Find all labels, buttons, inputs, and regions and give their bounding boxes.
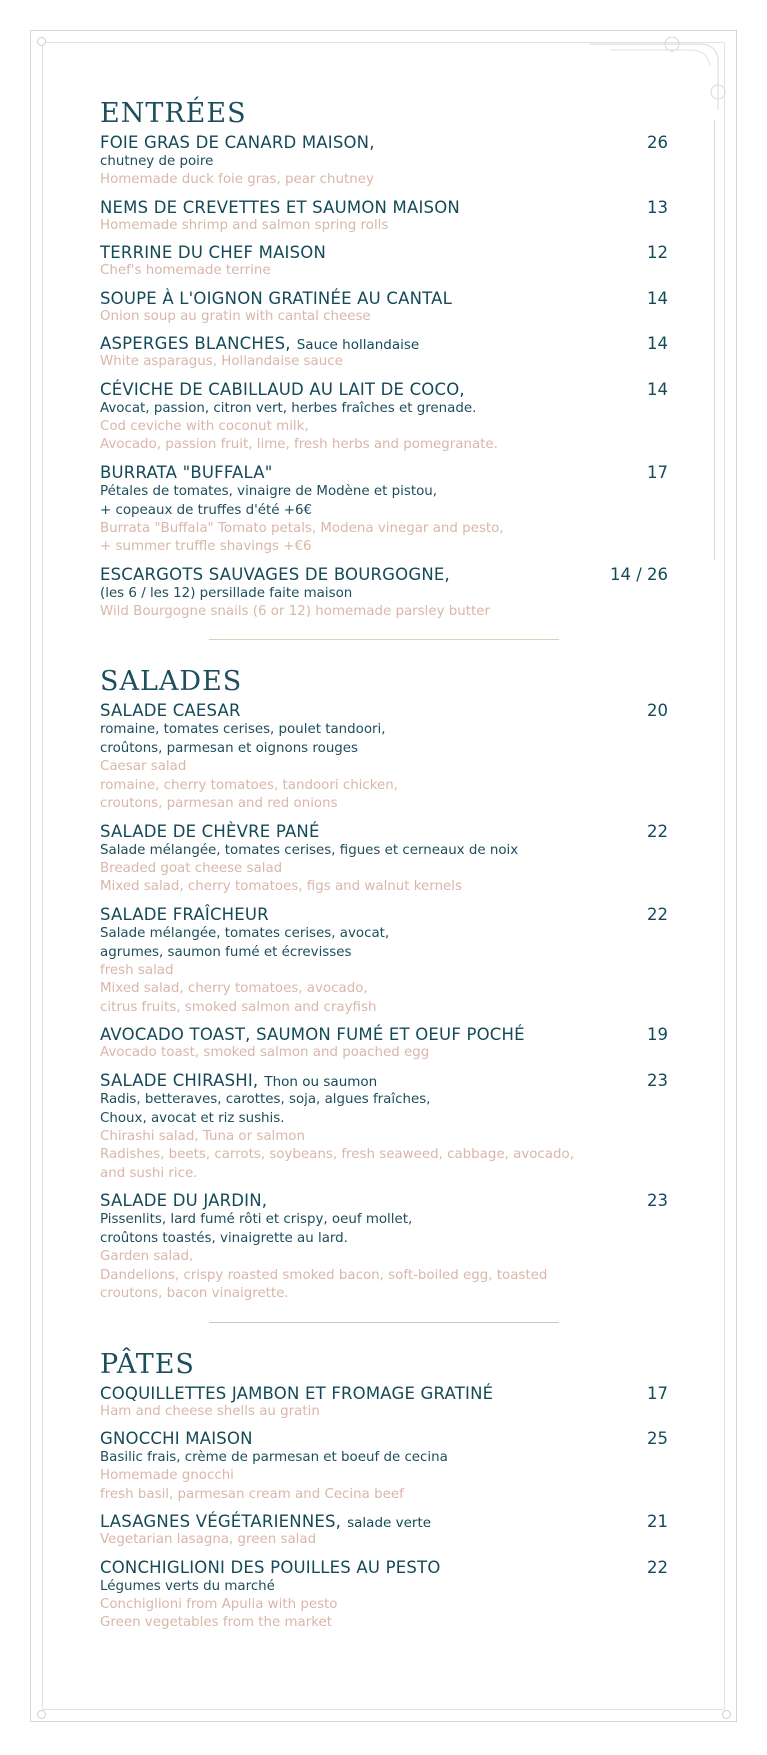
menu-item — [100, 1558, 668, 1633]
menu-item-price: 26 — [647, 133, 668, 152]
menu-item-description-fr: romaine, tomates cerises, poulet tandoori, — [100, 722, 386, 737]
menu-item — [100, 198, 668, 236]
menu-item-header — [100, 243, 668, 262]
menu-item-description-en: Mixed salad, cherry tomatoes, figs and walnut kernels — [100, 879, 462, 894]
menu-item-description-fr: Pétales de tomates, vinaigre de Modène et pistou, — [100, 483, 438, 499]
menu-item-name: SALADE CHIRASHI, — [100, 1070, 259, 1090]
menu-item-header — [100, 463, 668, 482]
menu-item-header — [100, 1025, 668, 1044]
menu-item-description-fr: Radis, betteraves, carottes, soja, algues fraîches, — [100, 1091, 431, 1107]
menu-item-price: 14 — [647, 288, 668, 308]
menu-item-header — [100, 1071, 668, 1090]
menu-item-description-en: citrus fruits, smoked salmon and crayfish — [100, 999, 377, 1015]
menu-item-price: 20 — [647, 701, 668, 720]
menu-item-name: AVOCADO TOAST, SAUMON FUMÉ ET OEUF POCHÉ — [100, 1025, 525, 1044]
menu-item-name-group — [100, 243, 326, 262]
menu-item-price: 17 — [647, 462, 668, 482]
menu-item-name-group — [100, 822, 320, 841]
menu-item-description-fr: Salade mélangée, tomates cerises, figues et cerneaux de noix — [100, 842, 519, 858]
menu-item-description-en: Onion soup au gratin with cantal cheese — [100, 308, 371, 324]
menu-item-description-en: Burrata "Buffala" Tomato petals, Modena vinegar and pesto, — [100, 520, 504, 536]
menu-item-name-group — [100, 380, 465, 399]
menu-item-description-en: Breaded goat cheese salad — [100, 860, 283, 876]
menu-item-name-group — [100, 905, 269, 924]
menu-item-description-fr: chutney de poire — [100, 154, 214, 169]
menu-item-name-group — [100, 198, 460, 217]
menu-item-description-fr: Choux, avocat et riz sushis. — [100, 1110, 285, 1126]
menu-item-description-fr: (les 6 / les 12) persillade faite maison — [100, 585, 353, 601]
menu-item-name-group — [100, 133, 375, 152]
menu-item-price: 14 / 26 — [609, 564, 668, 584]
menu-item-price: 22 — [647, 904, 668, 924]
menu-item — [100, 1429, 668, 1504]
menu-item-header — [100, 565, 668, 584]
menu-item-description-en: White asparagus, Hollandaise sauce — [100, 354, 343, 369]
menu-item — [100, 1071, 668, 1184]
menu-item-description-en: Garden salad, — [100, 1249, 194, 1264]
menu-item-description-en: Avocado, passion fruit, lime, fresh herbs and pomegranate. — [100, 437, 498, 452]
menu-item-price: 12 — [647, 243, 668, 262]
menu-item-header — [100, 289, 668, 308]
menu-item-header — [100, 1558, 668, 1577]
menu-item-header — [100, 1384, 668, 1403]
menu-item-name: SALADE DU JARDIN, — [100, 1191, 268, 1210]
menu-item-price: 21 — [647, 1512, 668, 1531]
menu-item-name-group — [100, 289, 452, 308]
menu-item-name: SALADE DE CHÈVRE PANÉ — [100, 821, 320, 841]
menu-item-name: SALADE FRAÎCHEUR — [100, 904, 269, 924]
menu-item-header — [100, 133, 668, 152]
menu-item-description-fr: Salade mélangée, tomates cerises, avocat, — [100, 925, 390, 941]
menu-item-subtitle: Thon ou saumon — [264, 1073, 378, 1090]
menu-item-header — [100, 822, 668, 841]
menu-item-name-group — [100, 334, 419, 353]
menu-item-name: CONCHIGLIONI DES POUILLES AU PESTO — [100, 1557, 441, 1577]
menu-item-description-en: Conchiglioni from Apulia with pesto — [100, 1596, 338, 1612]
menu-content — [100, 98, 668, 1641]
section-title: SALADES — [100, 666, 243, 697]
menu-item-price: 14 — [647, 379, 668, 399]
menu-item-header — [100, 334, 668, 353]
menu-item-description-en: Chirashi salad, Tuna or salmon — [100, 1128, 305, 1144]
menu-item-name-group — [100, 701, 241, 720]
menu-item-name-group — [100, 1384, 493, 1403]
menu-item-header — [100, 1512, 668, 1531]
menu-item-description-fr: croûtons, parmesan et oignons rouges — [100, 741, 359, 756]
menu-item-header — [100, 701, 668, 720]
menu-item-description-en: Vegetarian lasagna, green salad — [100, 1532, 317, 1547]
menu-item-name: SOUPE À L'OIGNON GRATINÉE AU CANTAL — [100, 288, 452, 308]
menu-item-header — [100, 380, 668, 399]
menu-item-description-en: Avocado toast, smoked salmon and poached egg — [100, 1045, 430, 1060]
menu-item-name-group — [100, 1558, 441, 1577]
menu-item-name-group — [100, 1512, 431, 1531]
menu-item — [100, 1384, 668, 1422]
section-divider — [209, 1322, 559, 1323]
menu-item — [100, 822, 668, 897]
corner-ornament-bottom-left — [37, 1710, 46, 1719]
menu-item — [100, 1191, 668, 1304]
corner-ornament-top-left — [37, 37, 46, 46]
menu-item-description-fr: Pissenlits, lard fumé rôti et crispy, oeuf mollet, — [100, 1212, 413, 1227]
menu-item-description-en: Ham and cheese shells au gratin — [100, 1403, 320, 1419]
menu-item-description-fr: Avocat, passion, citron vert, herbes fraîches et grenade. — [100, 400, 477, 416]
menu-item — [100, 1512, 668, 1550]
menu-item-name: SALADE CAESAR — [100, 701, 241, 720]
menu-item-price: 19 — [647, 1025, 668, 1044]
menu-item-price: 13 — [647, 197, 668, 217]
menu-item-name-group — [100, 1429, 253, 1448]
menu-item-header — [100, 905, 668, 924]
menu-item-description-en: + summer truffle shavings +€6 — [100, 539, 312, 554]
menu-item-description-en: fresh basil, parmesan cream and Cecina beef — [100, 1486, 404, 1502]
menu-item-description-en: fresh salad — [100, 962, 174, 978]
menu-item-description-en: Homemade gnocchi — [100, 1468, 234, 1483]
menu-item-name: GNOCCHI MAISON — [100, 1429, 253, 1448]
menu-item-name: LASAGNES VÉGÉTARIENNES, — [100, 1512, 342, 1531]
menu-item-description-en: Radishes, beets, carrots, soybeans, fresh seaweed, cabbage, avocado, — [100, 1147, 574, 1162]
menu-item-description-fr: Légumes verts du marché — [100, 1578, 275, 1594]
menu-item-price: 22 — [647, 821, 668, 841]
menu-item-price: 25 — [647, 1429, 668, 1448]
menu-item-price: 23 — [647, 1070, 668, 1090]
menu-item-description-en: Chef's homemade terrine — [100, 263, 271, 278]
menu-item-description-en: croutons, parmesan and red onions — [100, 796, 338, 811]
menu-item — [100, 565, 668, 622]
menu-item — [100, 701, 668, 814]
menu-item-price: 23 — [647, 1191, 668, 1210]
menu-item — [100, 463, 668, 557]
section-divider — [209, 639, 559, 640]
menu-item-name: NEMS DE CREVETTES ET SAUMON MAISON — [100, 197, 460, 217]
menu-item-description-fr: Basilic frais, crème de parmesan et boeuf de cecina — [100, 1450, 448, 1465]
menu-item-header — [100, 1191, 668, 1210]
menu-item — [100, 905, 668, 1018]
menu-item-subtitle: Sauce hollandaise — [296, 337, 420, 353]
menu-item-name: COQUILLETTES JAMBON ET FROMAGE GRATINÉ — [100, 1383, 494, 1403]
menu-item-name-group — [100, 565, 450, 584]
menu-item-description-en: Wild Bourgogne snails (6 or 12) homemade parsley butter — [100, 603, 491, 619]
menu-item-description-fr: agrumes, saumon fumé et écrevisses — [100, 944, 352, 960]
menu-item-name: TERRINE DU CHEF MAISON — [100, 243, 327, 262]
menu-item-header — [100, 198, 668, 217]
menu-item-description-en: Caesar salad — [100, 759, 187, 774]
menu-item-subtitle: salade verte — [347, 1515, 432, 1531]
section-title: ENTRÉES — [100, 98, 247, 129]
side-rule — [714, 120, 715, 560]
menu-item-price: 17 — [647, 1383, 668, 1403]
menu-item-description-fr: croûtons toastés, vinaigrette au lard. — [100, 1231, 348, 1246]
menu-item-name-group — [100, 1071, 377, 1090]
menu-item-name: FOIE GRAS DE CANARD MAISON, — [100, 133, 375, 152]
menu-item — [100, 289, 668, 327]
menu-item — [100, 243, 668, 281]
menu-item-description-en: Mixed salad, cherry tomatoes, avocado, — [100, 981, 368, 996]
menu-item-name-group — [100, 463, 273, 482]
menu-item-name: BURRATA "BUFFALA" — [100, 462, 273, 482]
menu-item-description-en: Green vegetables from the market — [100, 1615, 333, 1630]
menu-item-description-en: and sushi rice. — [100, 1165, 198, 1181]
menu-item-header — [100, 1429, 668, 1448]
menu-item-name-group — [100, 1025, 525, 1044]
menu-item-name-group — [100, 1191, 267, 1210]
menu-item-description-en: Homemade shrimp and salmon spring rolls — [100, 217, 389, 233]
menu-item-description-fr: + copeaux de truffes d'été +6€ — [100, 502, 313, 518]
menu-item — [100, 133, 668, 190]
menu-item — [100, 1025, 668, 1063]
section-title: PÂTES — [100, 1348, 195, 1380]
menu-item-name: ESCARGOTS SAUVAGES DE BOURGOGNE, — [100, 564, 450, 584]
corner-ornament-bottom-right — [722, 1710, 731, 1719]
menu-item-description-en: Homemade duck foie gras, pear chutney — [100, 172, 374, 187]
menu-item-description-en: Cod ceviche with coconut milk, — [100, 418, 309, 434]
menu-item-description-en: Dandelions, crispy roasted smoked bacon, soft-boiled egg, toasted — [100, 1267, 548, 1283]
menu-item-name: ASPERGES BLANCHES, — [100, 334, 291, 353]
menu-item — [100, 334, 668, 372]
menu-item-name: CÉVICHE DE CABILLAUD AU LAIT DE COCO, — [100, 379, 465, 399]
menu-item-price: 14 — [647, 334, 668, 353]
menu-item-price: 22 — [647, 1557, 668, 1577]
menu-item-description-en: croutons, bacon vinaigrette. — [100, 1286, 289, 1301]
menu-item — [100, 380, 668, 455]
menu-item-description-en: romaine, cherry tomatoes, tandoori chicken, — [100, 777, 399, 793]
